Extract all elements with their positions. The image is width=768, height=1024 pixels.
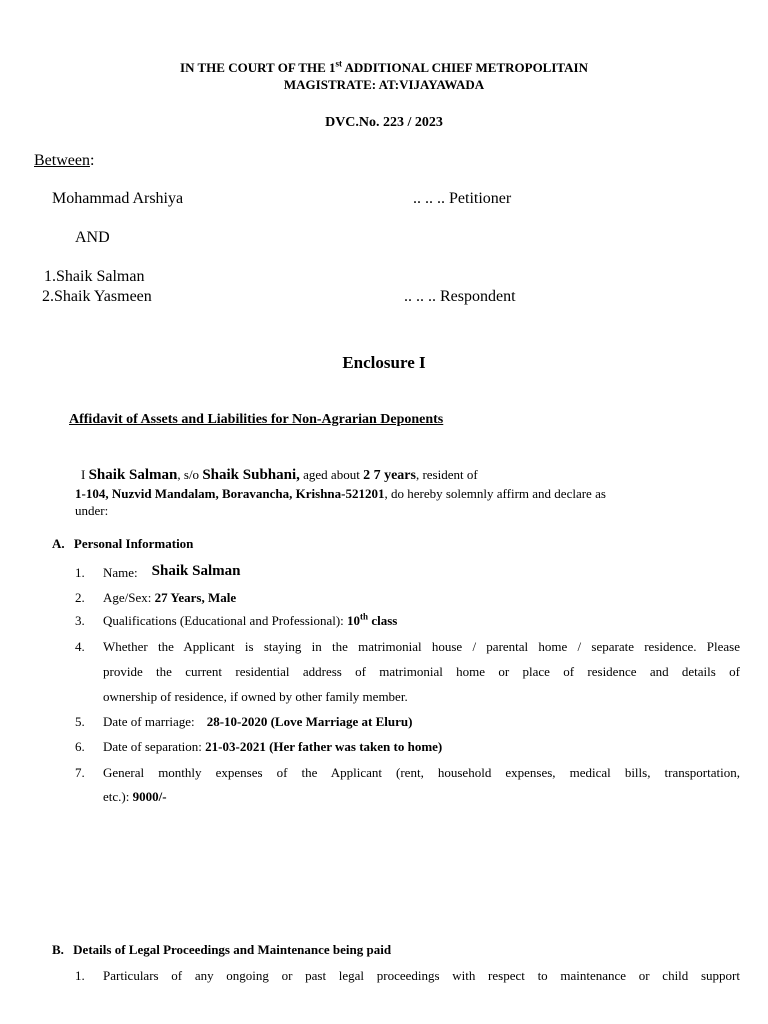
- court-heading-line2: MAGISTRATE: AT:VIJAYAWADA: [283, 77, 485, 92]
- enclosure-title: Enclosure I: [342, 353, 426, 372]
- list-item-residence: 4. Whether the Applicant is staying in the matrimonial house / parental home / separate residence. Please provide the current residential address of matrimonial home or place of residence and details of ownership of residence, if owned by other family member.: [75, 639, 740, 704]
- section-b-heading: B. Details of Legal Proceedings and Maintenance being paid: [52, 942, 392, 957]
- list-item-separation-date: 6. Date of separation: 21-03-2021 (Her father was taken to home): [75, 739, 443, 754]
- monthly-expenses-value: 9000/-: [132, 789, 167, 804]
- deponent-name: Shaik Salman: [88, 467, 178, 483]
- between-label: Between:: [34, 152, 95, 169]
- section-a-heading: A. Personal Information: [52, 536, 194, 551]
- affidavit-title: Affidavit of Assets and Liabilities for Non-Agrarian Deponents: [69, 412, 444, 427]
- list-item-legal-proceedings: 1. Particulars of any ongoing or past legal proceedings with respect to maintenance or child support: [75, 968, 740, 983]
- list-item-monthly-expenses: 7. General monthly expenses of the Applicant (rent, household expenses, medical bills, transportation, etc.): 9000/-: [75, 765, 740, 804]
- list-item-name: 1. Name: Shaik Salman: [75, 563, 241, 580]
- list-item-marriage-date: 5. Date of marriage: 28-10-2020 (Love Marriage at Eluru): [75, 714, 413, 729]
- qualification-value: 10th class: [347, 611, 398, 628]
- deponent-address: 1-104, Nuzvid Mandalam, Boravancha, Krishna-521201: [75, 486, 385, 501]
- case-number: DVC.No. 223 / 2023: [325, 115, 443, 130]
- deponent-age: 2 7 years: [363, 468, 416, 483]
- age-sex-value: 27 Years, Male: [154, 590, 237, 605]
- and-label: AND: [75, 229, 110, 246]
- marriage-date-value: 28-10-2020 (Love Marriage at Eluru): [206, 714, 413, 729]
- petitioner-name: Mohammad Arshiya: [52, 190, 184, 207]
- declaration-line3: under:: [75, 503, 109, 518]
- court-heading-line1: IN THE COURT OF THE 1st ADDITIONAL CHIEF METROPOLITAIN: [180, 58, 588, 75]
- respondent-2: 2.Shaik Yasmeen: [42, 288, 152, 305]
- separation-date-value: 21-03-2021 (Her father was taken to home): [205, 739, 443, 754]
- declaration-line1: I Shaik Salman, s/o Shaik Subhani, aged about 2 7 years, resident of: [81, 467, 478, 483]
- respondent-role: .. .. .. Respondent: [404, 288, 516, 305]
- list-item-qualifications: 3. Qualifications (Educational and Professional): 10th class: [75, 611, 398, 628]
- list-item-age-sex: 2. Age/Sex: 27 Years, Male: [75, 590, 237, 605]
- name-value: Shaik Salman: [151, 563, 241, 579]
- petitioner-role: .. .. .. Petitioner: [413, 190, 512, 207]
- declaration-line2: 1-104, Nuzvid Mandalam, Boravancha, Krishna-521201, do hereby solemnly affirm and declare as: [75, 486, 606, 501]
- respondent-1: 1.Shaik Salman: [44, 268, 145, 285]
- father-name: Shaik Subhani,: [202, 467, 300, 483]
